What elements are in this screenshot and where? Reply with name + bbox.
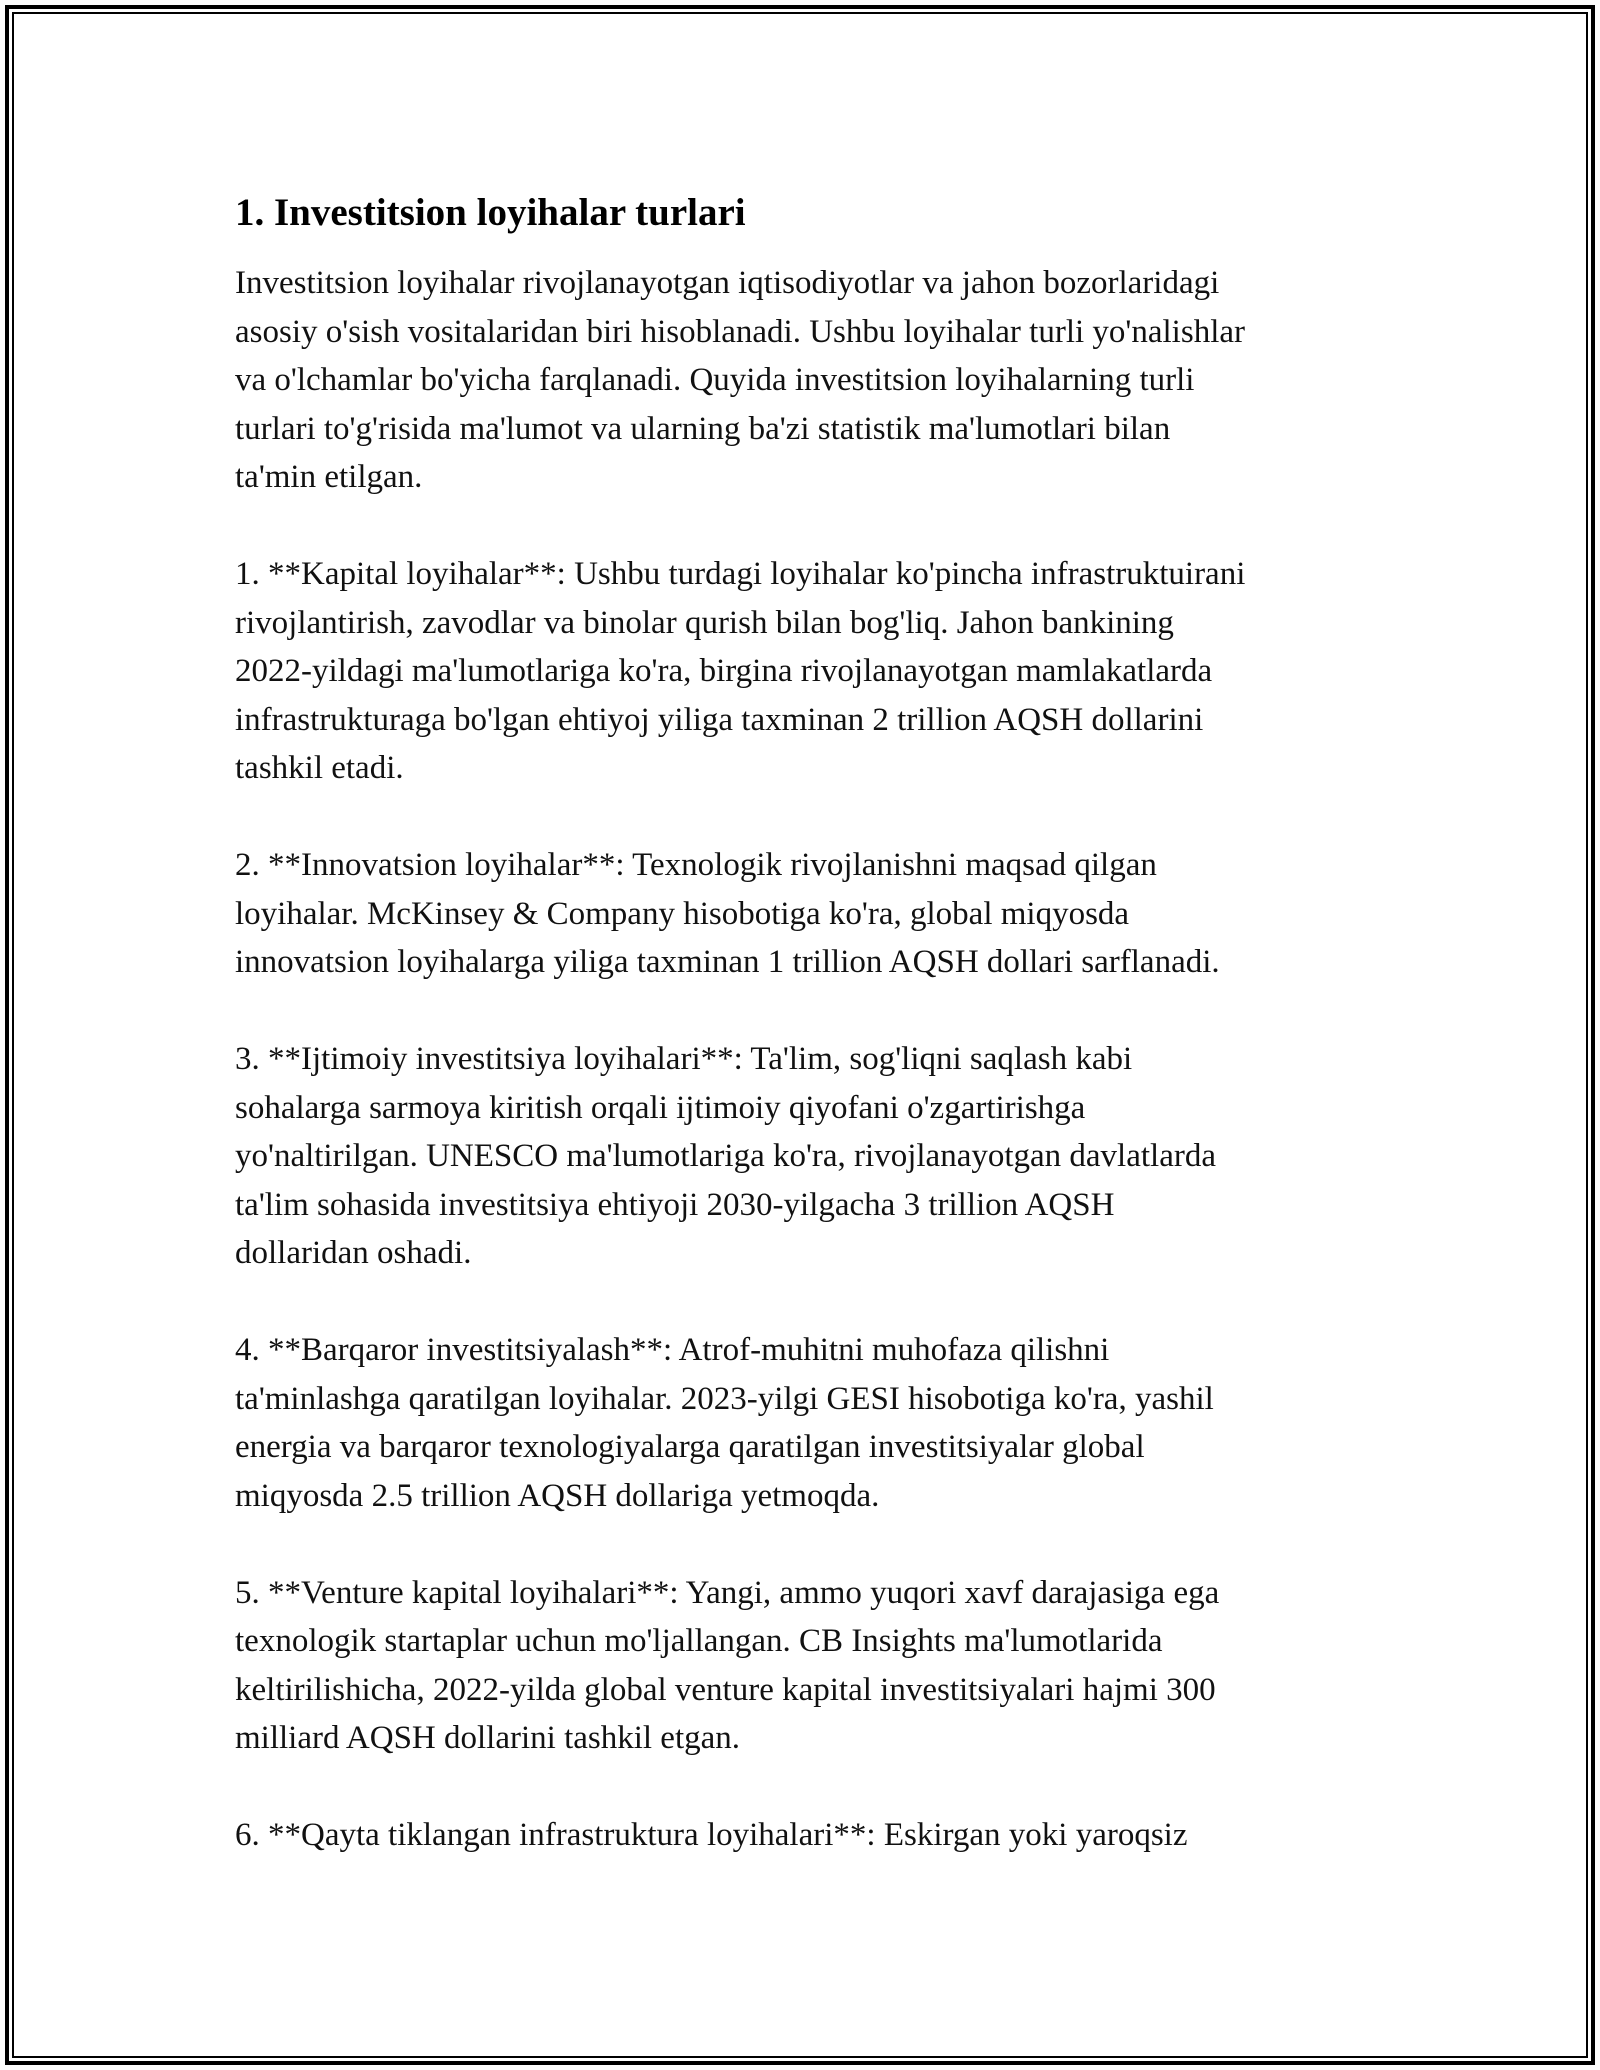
page-title: 1. Investitsion loyihalar turlari xyxy=(235,191,746,234)
list-item-sustainable-investing: 4. **Barqaror investitsiyalash**: Atrof-muhitni muhofaza qilishni ta'minlashga qaratilgan loyihalar. 2023-yilgi GESI hisobotiga ko'ra, yashil energia va barqaror texnologiyalarga qaratilgan investitsiyalar global miqyosda 2.5 trillion AQSH dollariga yetmoqda. xyxy=(235,1332,1214,1514)
list-item-innovation-projects: 2. **Innovatsion loyihalar**: Texnologik rivojlanishni maqsad qilgan loyihalar. McKinsey & Company hisobotiga ko'ra, global miqyosda innovatsion loyihalarga yiliga taxminan 1 trillion AQSH dollari sarflanadi. xyxy=(235,847,1220,980)
list-item-venture-capital-projects: 5. **Venture kapital loyihalari**: Yangi, ammo yuqori xavf darajasiga ega texnologik startaplar uchun mo'ljallangan. CB Insights ma'lumotlarida keltirilishicha, 2022-yilda global venture kapital investitsiyalari hajmi 300 milliard AQSH dollarini tashkil etgan. xyxy=(235,1574,1220,1756)
document-body xyxy=(235,185,1375,1860)
intro-paragraph: Investitsion loyihalar rivojlanayotgan iqtisodiyotlar va jahon bozorlaridagi asosiy o'sish vositalaridan biri hisoblanadi. Ushbu loyihalar turli yo'nalishlar va o'lchamlar bo'yicha farqlanadi. Quyida investitsion loyihalarning turli turlari to'g'risida ma'lumot va ularning ba'zi statistik ma'lumotlari bilan ta'min etilgan. xyxy=(235,265,1245,495)
list-item-restored-infrastructure-projects: 6. **Qayta tiklangan infrastruktura loyihalari**: Eskirgan yoki yaroqsiz xyxy=(235,1817,1188,1853)
list-item-capital-projects: 1. **Kapital loyihalar**: Ushbu turdagi loyihalar ko'pincha infrastruktuirani rivojlantirish, zavodlar va binolar qurish bilan bog'liq. Jahon bankining 2022-yildagi ma'lumotlariga ko'ra, birgina rivojlanayotgan mamlakatlarda infrastrukturaga bo'lgan ehtiyoj yiliga taxminan 2 trillion AQSH dollarini tashkil etadi. xyxy=(235,556,1246,786)
list-item-social-investment-projects: 3. **Ijtimoiy investitsiya loyihalari**: Ta'lim, sog'liqni saqlash kabi sohalarga sarmoya kiritish orqali ijtimoiy qiyofani o'zgartirishga yo'naltirilgan. UNESCO ma'lumotlariga ko'ra, rivojlanayotgan davlatlarda ta'lim sohasida investitsiya ehtiyoji 2030-yilgacha 3 trillion AQSH dollaridan oshadi. xyxy=(235,1041,1216,1271)
